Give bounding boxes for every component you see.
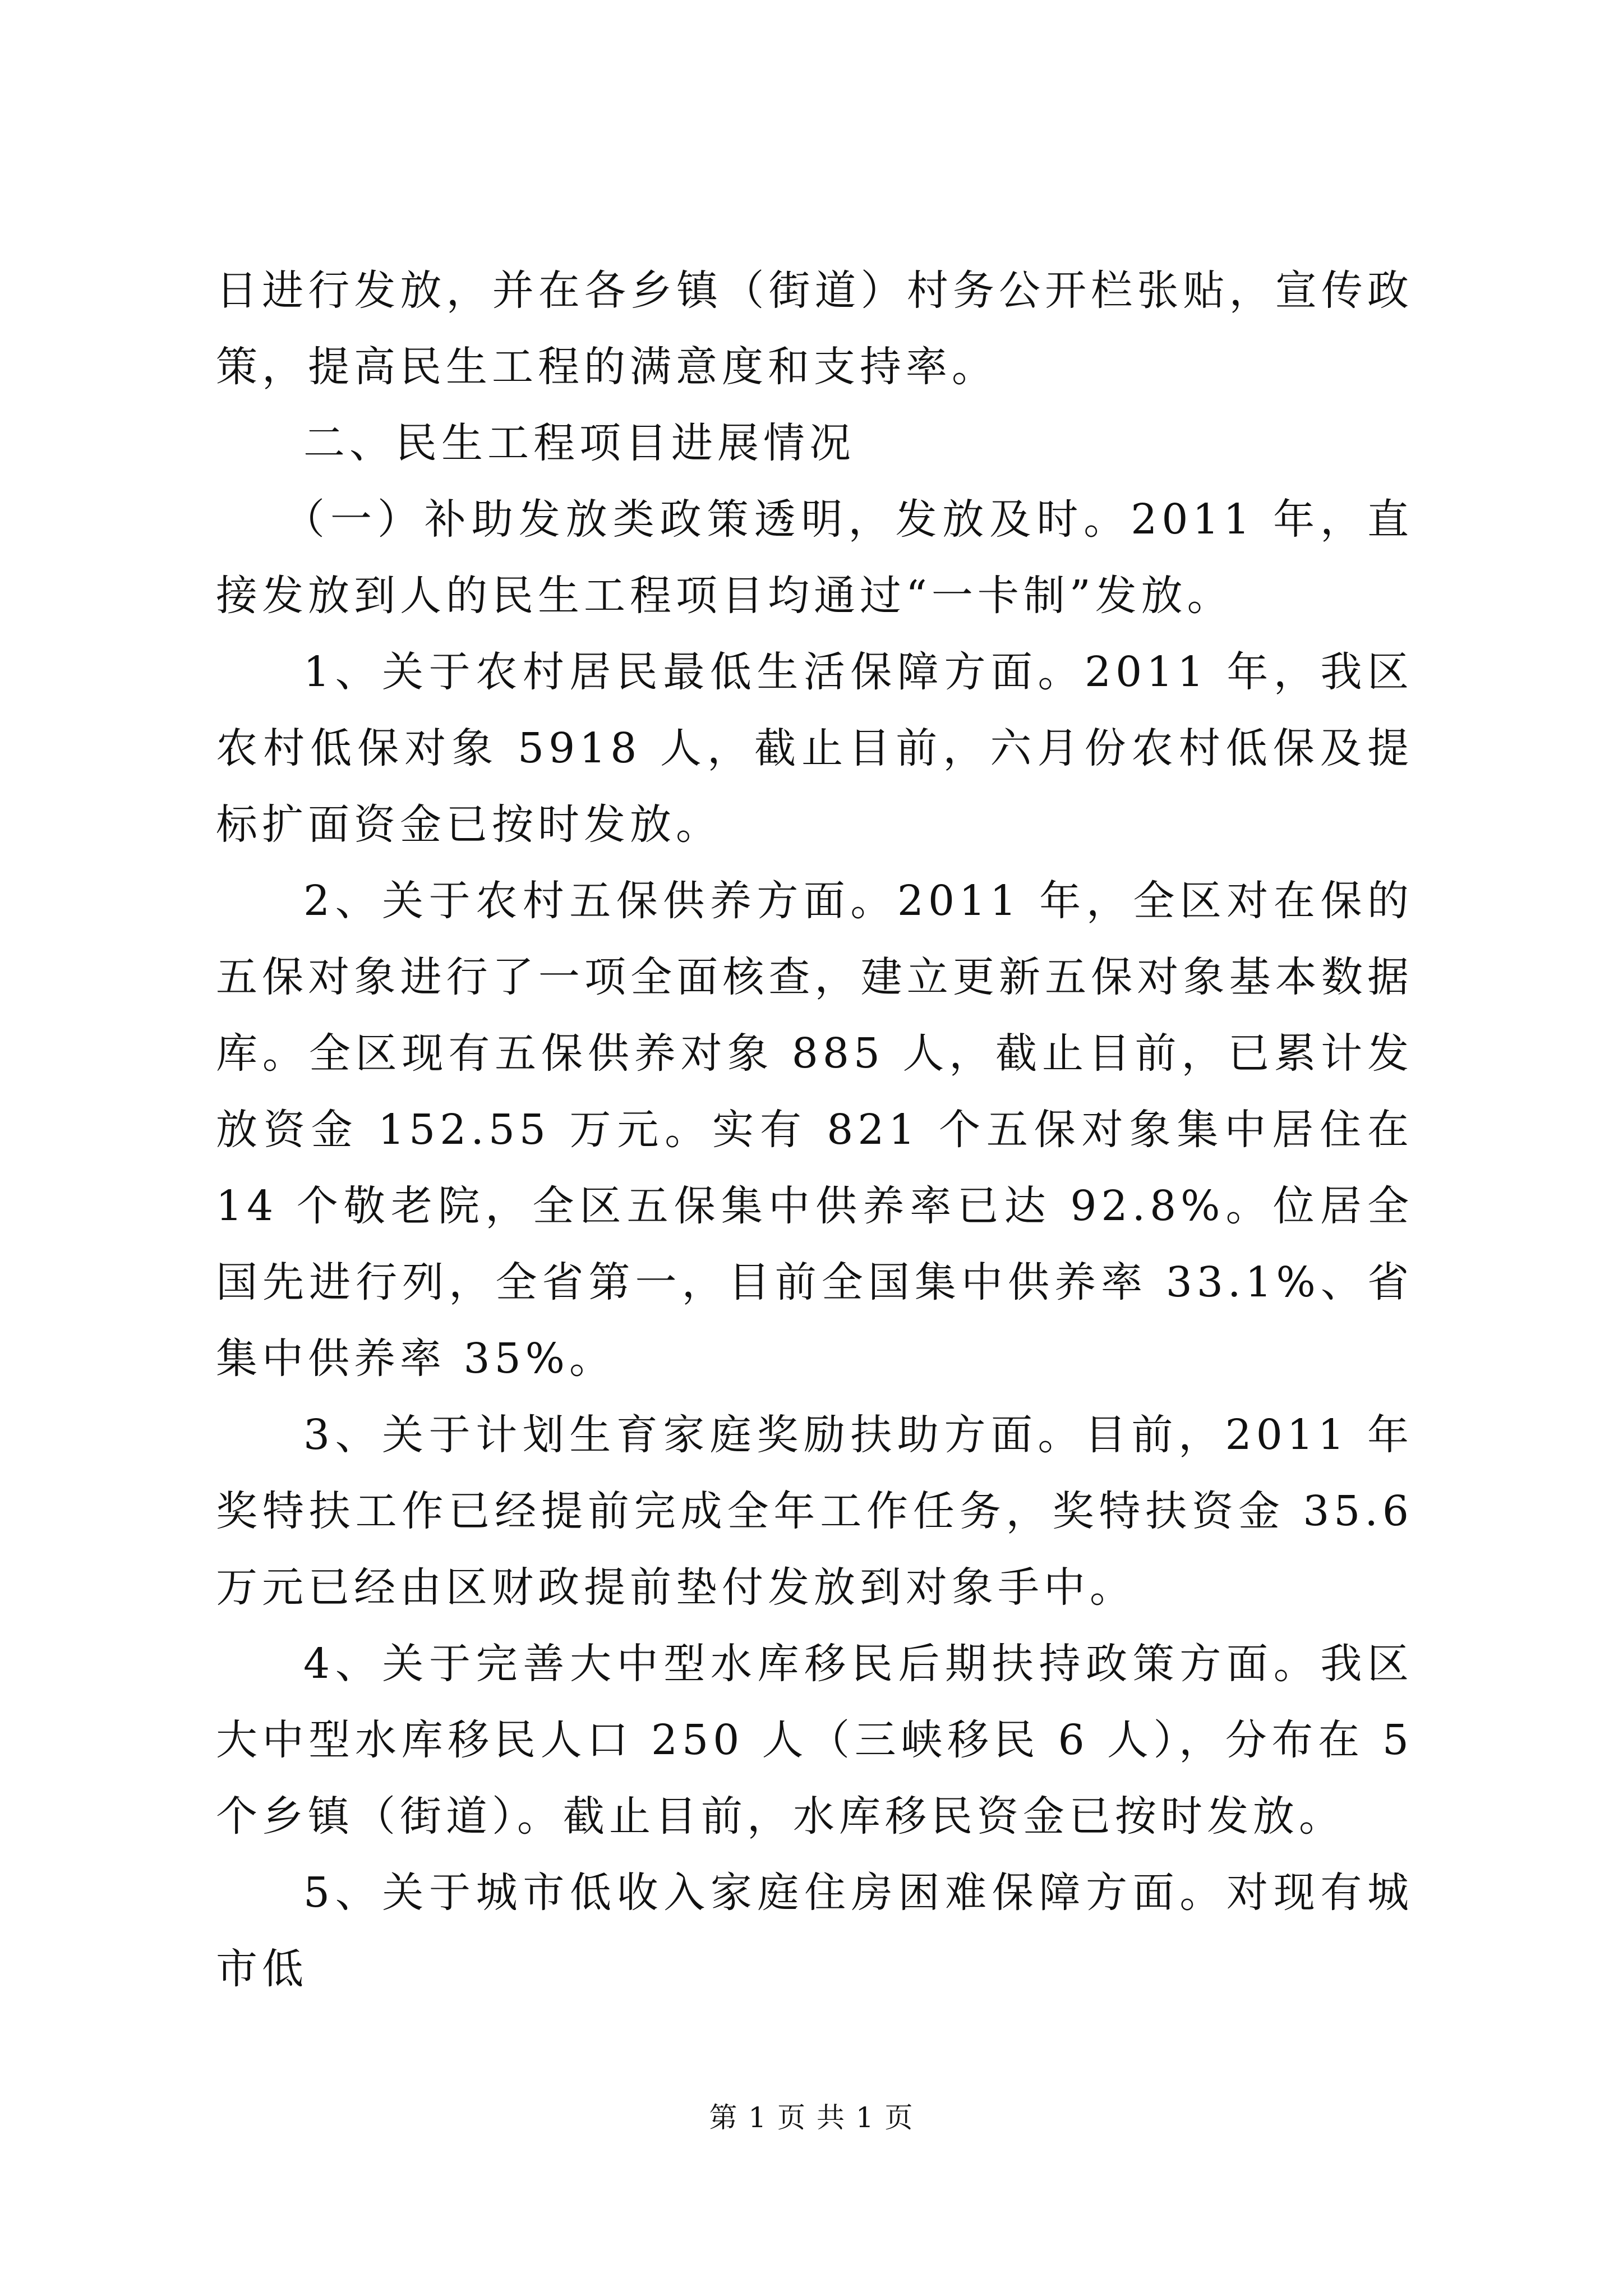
- paragraph-continuation: 日进行发放，并在各乡镇（街道）村务公开栏张贴，宣传政策，提高民生工程的满意度和支持率。: [216, 266, 1413, 391]
- page-footer: 第 1 页 共 1 页: [709, 2101, 914, 2134]
- paragraph-item-1: 1、关于农村居民最低生活保障方面。2011 年，我区农村低保对象 5918 人，截止目前，六月份农村低保及提标扩面资金已按时发放。: [216, 648, 1413, 849]
- paragraph-item-2: 2、关于农村五保供养方面。2011 年，全区对在保的五保对象进行了一项全面核查，建立更新五保对象基本数据库。全区现有五保供养对象 885 人，截止目前，已累计发放资金 152.55 万元。实有 821 个五保对象集中居住在 14 个敬老院，全区五保集中供养率已达 92.8%。位居全国先进行列，全省第一，目前全国集中供养率 33.1%、省集中供养率 35%。: [216, 877, 1413, 1383]
- paragraph-item-4: 4、关于完善大中型水库移民后期扶持政策方面。我区大中型水库移民人口 250 人（三峡移民 6 人），分布在 5 个乡镇（街道）。截止目前，水库移民资金已按时发放。: [216, 1640, 1413, 1841]
- paragraph-item-5: 5、关于城市低收入家庭住房困难保障方面。对现有城市低: [216, 1869, 1413, 1993]
- paragraph-item-3: 3、关于计划生育家庭奖励扶助方面。目前，2011 年奖特扶工作已经提前完成全年工作任务，奖特扶资金 35.6 万元已经由区财政提前垫付发放到对象手中。: [216, 1411, 1413, 1612]
- subsection-heading: （一）补助发放类政策透明，发放及时。2011 年，直接发放到人的民生工程项目均通过“一卡制”发放。: [216, 495, 1413, 620]
- section-heading: 二、民生工程项目进展情况: [303, 419, 855, 467]
- document-body: [216, 252, 1413, 2007]
